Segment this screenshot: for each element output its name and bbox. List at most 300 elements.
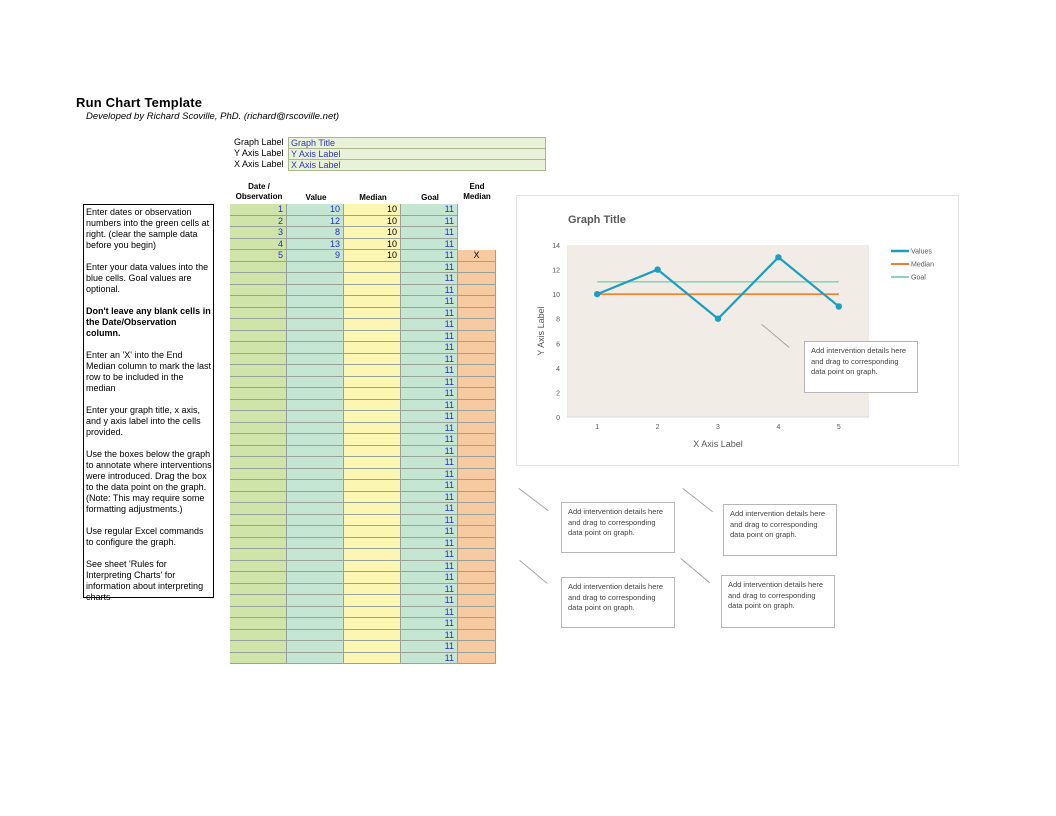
table-row [230, 250, 496, 262]
value-cell[interactable] [287, 342, 344, 354]
goal-cell[interactable]: 11 [401, 411, 458, 423]
value-cell[interactable] [287, 595, 344, 607]
date-cell[interactable] [230, 480, 287, 492]
page-title: Run Chart Template [76, 95, 203, 110]
goal-cell[interactable]: 11 [401, 549, 458, 561]
data-point-marker [654, 266, 660, 272]
date-cell[interactable] [230, 630, 287, 642]
end-median-cell[interactable] [458, 273, 496, 285]
table-row [230, 296, 496, 308]
value-cell[interactable] [287, 618, 344, 630]
header-end-median: End Median [463, 182, 491, 201]
goal-cell[interactable]: 11 [401, 446, 458, 458]
value-cell[interactable] [287, 538, 344, 550]
value-cell[interactable] [287, 434, 344, 446]
date-cell[interactable] [230, 584, 287, 596]
value-cell[interactable] [287, 411, 344, 423]
x-tick-label: 1 [595, 424, 600, 431]
table-row [230, 630, 496, 642]
value-cell[interactable] [287, 331, 344, 343]
median-cell[interactable] [344, 377, 401, 389]
value-cell[interactable] [287, 515, 344, 527]
end-median-cell[interactable] [458, 331, 496, 343]
date-cell[interactable] [230, 446, 287, 458]
value-cell[interactable] [287, 423, 344, 435]
end-median-cell[interactable] [458, 423, 496, 435]
data-point-marker [836, 303, 842, 309]
table-row [230, 239, 496, 251]
table-row [230, 227, 496, 239]
goal-cell[interactable]: 11 [401, 204, 458, 216]
median-cell[interactable]: 10 [344, 216, 401, 228]
date-cell[interactable] [230, 423, 287, 435]
goal-cell[interactable]: 11 [401, 400, 458, 412]
goal-cell[interactable]: 11 [401, 607, 458, 619]
value-cell[interactable] [287, 607, 344, 619]
end-median-cell[interactable] [458, 503, 496, 515]
median-cell[interactable] [344, 584, 401, 596]
median-cell[interactable] [344, 572, 401, 584]
date-cell[interactable]: 5 [230, 250, 287, 262]
table-row [230, 469, 496, 481]
median-cell[interactable] [344, 388, 401, 400]
median-cell[interactable]: 10 [344, 250, 401, 262]
goal-cell[interactable]: 11 [401, 216, 458, 228]
data-point-marker [594, 291, 600, 297]
goal-cell[interactable]: 11 [401, 538, 458, 550]
x-axis-label-name: X Axis Label [234, 159, 284, 169]
date-cell[interactable] [230, 538, 287, 550]
instruction-paragraph: Enter an 'X' into the End Median column to mark the last row to be included in the median [86, 350, 212, 393]
goal-cell[interactable]: 11 [401, 331, 458, 343]
table-row [230, 308, 496, 320]
goal-cell[interactable]: 11 [401, 285, 458, 297]
end-median-cell[interactable] [458, 549, 496, 561]
value-cell[interactable] [287, 469, 344, 481]
header-value: Value [305, 193, 327, 202]
table-row [230, 411, 496, 423]
goal-cell[interactable]: 11 [401, 377, 458, 389]
goal-cell[interactable]: 11 [401, 250, 458, 262]
goal-cell[interactable]: 11 [401, 572, 458, 584]
value-cell[interactable]: 8 [287, 227, 344, 239]
goal-cell[interactable]: 11 [401, 457, 458, 469]
date-cell[interactable] [230, 411, 287, 423]
median-cell[interactable] [344, 434, 401, 446]
end-median-cell[interactable] [458, 204, 496, 216]
median-cell[interactable] [344, 273, 401, 285]
value-cell[interactable]: 10 [287, 204, 344, 216]
table-row [230, 446, 496, 458]
chart-title: Graph Title [568, 214, 626, 226]
date-cell[interactable] [230, 342, 287, 354]
value-cell[interactable] [287, 285, 344, 297]
y-axis-label-name: Y Axis Label [234, 148, 284, 158]
goal-cell[interactable]: 11 [401, 492, 458, 504]
value-cell[interactable] [287, 273, 344, 285]
table-row [230, 526, 496, 538]
instruction-paragraph: See sheet 'Rules for Interpreting Charts' for information about interpreting charts [86, 559, 204, 602]
goal-cell[interactable]: 11 [401, 273, 458, 285]
table-row [230, 285, 496, 297]
instructions-box [83, 204, 214, 602]
end-median-cell[interactable] [458, 538, 496, 550]
table-row [230, 515, 496, 527]
page-subtitle: Developed by Richard Scoville, PhD. (richard@rscoville.net) [86, 111, 340, 122]
date-cell[interactable] [230, 273, 287, 285]
date-cell[interactable] [230, 319, 287, 331]
goal-cell[interactable]: 11 [401, 239, 458, 251]
data-point-marker [775, 254, 781, 260]
median-cell[interactable] [344, 446, 401, 458]
end-median-cell[interactable] [458, 434, 496, 446]
date-cell[interactable]: 2 [230, 216, 287, 228]
end-median-cell[interactable] [458, 446, 496, 458]
median-cell[interactable] [344, 411, 401, 423]
table-row [230, 400, 496, 412]
date-cell[interactable] [230, 572, 287, 584]
goal-cell[interactable]: 11 [401, 641, 458, 653]
median-cell[interactable] [344, 331, 401, 343]
table-row [230, 354, 496, 366]
annotation-box[interactable]: Add intervention details here and drag to corresponding data point on graph. [561, 502, 675, 553]
median-cell[interactable] [344, 354, 401, 366]
end-median-cell[interactable] [458, 480, 496, 492]
date-cell[interactable] [230, 296, 287, 308]
table-row [230, 457, 496, 469]
table-row [230, 538, 496, 550]
end-median-cell[interactable] [458, 239, 496, 251]
median-cell[interactable] [344, 595, 401, 607]
annotation-box[interactable]: Add intervention details here and drag to corresponding data point on graph. [561, 577, 675, 628]
end-median-cell[interactable] [458, 469, 496, 481]
y-tick-label: 4 [556, 365, 560, 373]
instruction-paragraph: Use regular Excel commands to configure the graph. [86, 526, 204, 547]
x-axis-label-row [234, 159, 544, 170]
y-tick-label: 6 [556, 341, 560, 349]
median-cell[interactable] [344, 319, 401, 331]
median-cell[interactable] [344, 457, 401, 469]
date-cell[interactable] [230, 526, 287, 538]
end-median-cell[interactable] [458, 400, 496, 412]
table-row [230, 262, 496, 274]
median-cell[interactable] [344, 618, 401, 630]
value-cell[interactable] [287, 630, 344, 642]
median-cell[interactable] [344, 526, 401, 538]
median-cell[interactable] [344, 285, 401, 297]
table-row [230, 653, 496, 665]
end-median-cell[interactable] [458, 377, 496, 389]
median-cell[interactable] [344, 262, 401, 274]
date-cell[interactable] [230, 400, 287, 412]
end-median-cell[interactable] [458, 262, 496, 274]
median-cell[interactable] [344, 549, 401, 561]
end-median-cell[interactable] [458, 572, 496, 584]
value-cell[interactable] [287, 549, 344, 561]
table-row [230, 273, 496, 285]
goal-cell[interactable]: 11 [401, 503, 458, 515]
end-median-cell[interactable] [458, 216, 496, 228]
data-point-marker [715, 316, 721, 322]
value-cell[interactable] [287, 480, 344, 492]
median-cell[interactable] [344, 296, 401, 308]
end-median-cell[interactable] [458, 653, 496, 665]
date-cell[interactable] [230, 285, 287, 297]
date-cell[interactable] [230, 549, 287, 561]
y-tick-label: 0 [556, 415, 560, 422]
date-cell[interactable] [230, 354, 287, 366]
date-cell[interactable] [230, 388, 287, 400]
end-median-cell[interactable] [458, 457, 496, 469]
end-median-cell[interactable] [458, 584, 496, 596]
value-cell[interactable]: 9 [287, 250, 344, 262]
goal-cell[interactable]: 11 [401, 308, 458, 320]
goal-cell[interactable]: 11 [401, 423, 458, 435]
end-median-cell[interactable] [458, 285, 496, 297]
goal-cell[interactable]: 11 [401, 365, 458, 377]
value-cell[interactable] [287, 365, 344, 377]
median-cell[interactable]: 10 [344, 204, 401, 216]
date-cell[interactable] [230, 653, 287, 665]
table-row [230, 423, 496, 435]
median-cell[interactable] [344, 342, 401, 354]
graph-label-name: Graph Label [234, 137, 284, 147]
annotation-box[interactable]: Add intervention details here and drag to corresponding data point on graph. [804, 341, 918, 393]
table-row [230, 618, 496, 630]
end-median-cell[interactable] [458, 618, 496, 630]
table-row [230, 342, 496, 354]
goal-cell[interactable]: 11 [401, 262, 458, 274]
value-cell[interactable] [287, 308, 344, 320]
median-cell[interactable] [344, 653, 401, 665]
end-median-cell[interactable] [458, 492, 496, 504]
end-median-cell[interactable] [458, 630, 496, 642]
goal-cell[interactable]: 11 [401, 653, 458, 665]
x-tick-label: 3 [716, 424, 720, 431]
median-cell[interactable] [344, 538, 401, 550]
table-row [230, 641, 496, 653]
date-cell[interactable] [230, 515, 287, 527]
value-cell[interactable] [287, 319, 344, 331]
instruction-paragraph: Enter dates or observation numbers into the green cells at right. (clear the sample data before you begin) [86, 207, 210, 250]
goal-cell[interactable]: 11 [401, 342, 458, 354]
median-cell[interactable] [344, 607, 401, 619]
median-cell[interactable]: 10 [344, 227, 401, 239]
median-cell[interactable] [344, 641, 401, 653]
goal-cell[interactable]: 11 [401, 630, 458, 642]
date-cell[interactable] [230, 561, 287, 573]
annotation-leader-line [519, 560, 547, 584]
x-axis-label-input[interactable]: X Axis Label [288, 159, 546, 171]
date-cell[interactable] [230, 365, 287, 377]
end-median-cell[interactable] [458, 354, 496, 366]
x-tick-label: 4 [776, 424, 781, 431]
goal-cell[interactable]: 11 [401, 354, 458, 366]
end-median-cell[interactable]: X [458, 250, 496, 262]
date-cell[interactable] [230, 503, 287, 515]
median-cell[interactable] [344, 480, 401, 492]
goal-cell[interactable]: 11 [401, 584, 458, 596]
table-row [230, 331, 496, 343]
table-row [230, 503, 496, 515]
goal-cell[interactable]: 11 [401, 515, 458, 527]
run-chart[interactable] [516, 195, 959, 466]
value-cell[interactable] [287, 584, 344, 596]
median-cell[interactable] [344, 515, 401, 527]
end-median-cell[interactable] [458, 607, 496, 619]
annotation-leader-line [682, 488, 713, 512]
date-cell[interactable] [230, 457, 287, 469]
value-cell[interactable] [287, 400, 344, 412]
x-tick-label: 5 [836, 424, 841, 431]
value-cell[interactable] [287, 492, 344, 504]
date-cell[interactable] [230, 641, 287, 653]
median-cell[interactable] [344, 503, 401, 515]
value-cell[interactable] [287, 503, 344, 515]
graph-label-row [234, 137, 544, 148]
value-cell[interactable] [287, 446, 344, 458]
x-tick-label: 2 [655, 424, 660, 431]
value-cell[interactable] [287, 296, 344, 308]
goal-cell[interactable]: 11 [401, 227, 458, 239]
median-cell[interactable] [344, 400, 401, 412]
date-cell[interactable] [230, 308, 287, 320]
table-row [230, 434, 496, 446]
goal-cell[interactable]: 11 [401, 618, 458, 630]
goal-cell[interactable]: 11 [401, 434, 458, 446]
x-axis-title: X Axis Label [693, 439, 743, 449]
y-axis-title: Y Axis Label [536, 306, 546, 356]
date-cell[interactable] [230, 331, 287, 343]
header-median: Median [359, 193, 387, 202]
legend-entry: Values [911, 248, 932, 256]
value-cell[interactable]: 12 [287, 216, 344, 228]
end-median-cell[interactable] [458, 227, 496, 239]
end-median-cell[interactable] [458, 319, 496, 331]
date-cell[interactable] [230, 492, 287, 504]
date-cell[interactable] [230, 434, 287, 446]
table-row [230, 584, 496, 596]
goal-cell[interactable]: 11 [401, 480, 458, 492]
table-row [230, 572, 496, 584]
value-cell[interactable] [287, 377, 344, 389]
graph-label-input[interactable]: Graph Title [288, 137, 546, 149]
legend-entry: Goal [911, 274, 926, 282]
goal-cell[interactable]: 11 [401, 561, 458, 573]
goal-cell[interactable]: 11 [401, 319, 458, 331]
y-tick-label: 2 [556, 390, 560, 398]
annotation-leader-line [680, 558, 710, 583]
table-row [230, 549, 496, 561]
median-cell[interactable] [344, 365, 401, 377]
date-cell[interactable] [230, 607, 287, 619]
table-row [230, 365, 496, 377]
end-median-cell[interactable] [458, 365, 496, 377]
table-row [230, 319, 496, 331]
header-date-observation: Date / Observation [235, 182, 283, 201]
median-cell[interactable] [344, 423, 401, 435]
instruction-paragraph: Enter your data values into the blue cells. Goal values are optional. [86, 262, 209, 294]
median-cell[interactable]: 10 [344, 239, 401, 251]
end-median-cell[interactable] [458, 296, 496, 308]
median-cell[interactable] [344, 561, 401, 573]
table-row [230, 492, 496, 504]
end-median-cell[interactable] [458, 515, 496, 527]
header-goal: Goal [421, 193, 439, 202]
median-cell[interactable] [344, 492, 401, 504]
table-row [230, 377, 496, 389]
end-median-cell[interactable] [458, 308, 496, 320]
median-cell[interactable] [344, 308, 401, 320]
end-median-cell[interactable] [458, 342, 496, 354]
instruction-paragraph: Use the boxes below the graph to annotate where interventions were introduced. Drag the box to the data point on the graph. (Note: This may require some formatting adjustments.) [86, 449, 212, 514]
date-cell[interactable] [230, 377, 287, 389]
median-cell[interactable] [344, 469, 401, 481]
y-tick-label: 14 [552, 243, 560, 250]
annotation-leader-line [518, 488, 548, 511]
instruction-paragraph: Don't leave any blank cells in the Date/Observation column. [86, 306, 211, 338]
y-tick-label: 10 [552, 292, 560, 300]
median-cell[interactable] [344, 630, 401, 642]
table-row [230, 388, 496, 400]
date-cell[interactable] [230, 469, 287, 481]
value-cell[interactable] [287, 653, 344, 665]
value-cell[interactable] [287, 641, 344, 653]
date-cell[interactable] [230, 595, 287, 607]
table-row [230, 561, 496, 573]
end-median-cell[interactable] [458, 411, 496, 423]
date-cell[interactable]: 3 [230, 227, 287, 239]
end-median-cell[interactable] [458, 595, 496, 607]
goal-cell[interactable]: 11 [401, 296, 458, 308]
goal-cell[interactable]: 11 [401, 595, 458, 607]
end-median-cell[interactable] [458, 561, 496, 573]
table-row [230, 595, 496, 607]
table-row [230, 216, 496, 228]
value-cell[interactable] [287, 561, 344, 573]
legend-entry: Median [911, 261, 934, 269]
date-cell[interactable]: 4 [230, 239, 287, 251]
value-cell[interactable] [287, 457, 344, 469]
table-row [230, 204, 496, 216]
end-median-cell[interactable] [458, 388, 496, 400]
table-row [230, 480, 496, 492]
value-cell[interactable]: 13 [287, 239, 344, 251]
goal-cell[interactable]: 11 [401, 526, 458, 538]
chart-svg [517, 196, 958, 465]
goal-cell[interactable]: 11 [401, 469, 458, 481]
y-axis-label-input[interactable]: Y Axis Label [288, 148, 546, 160]
value-cell[interactable] [287, 526, 344, 538]
value-cell[interactable] [287, 354, 344, 366]
date-cell[interactable] [230, 262, 287, 274]
value-cell[interactable] [287, 388, 344, 400]
value-cell[interactable] [287, 572, 344, 584]
instruction-paragraph: Enter your graph title, x axis, and y axis label into the cells provided. [86, 405, 201, 437]
y-tick-label: 12 [552, 267, 560, 275]
date-cell[interactable] [230, 618, 287, 630]
table-row [230, 607, 496, 619]
annotation-box[interactable]: Add intervention details here and drag to corresponding data point on graph. [723, 504, 837, 556]
y-axis-label-row [234, 148, 544, 159]
annotation-box[interactable]: Add intervention details here and drag to corresponding data point on graph. [721, 575, 835, 628]
end-median-cell[interactable] [458, 526, 496, 538]
end-median-cell[interactable] [458, 641, 496, 653]
goal-cell[interactable]: 11 [401, 388, 458, 400]
date-cell[interactable]: 1 [230, 204, 287, 216]
y-tick-label: 8 [556, 316, 560, 324]
value-cell[interactable] [287, 262, 344, 274]
